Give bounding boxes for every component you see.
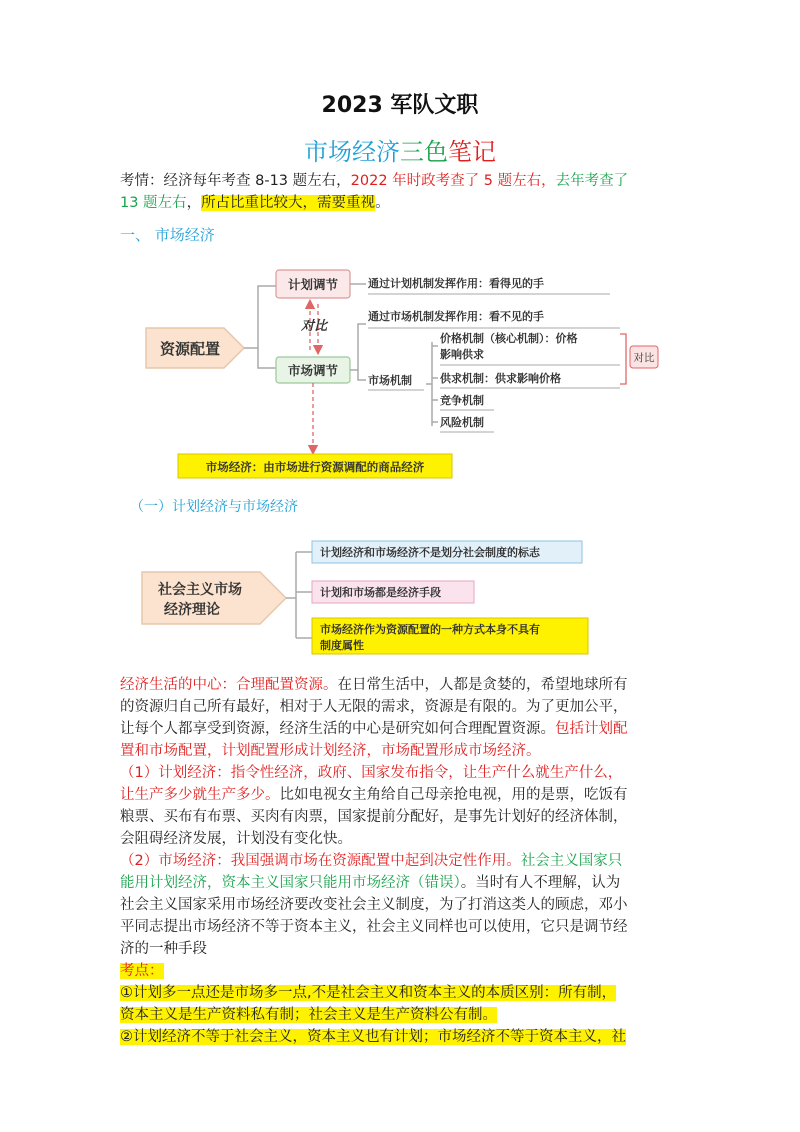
section-heading-1: 一、 市场经济 (120, 226, 215, 244)
intro-line-1 (120, 170, 690, 192)
diagram-socialist-market-theory (136, 538, 596, 656)
compete-mechanism: 竞争机制 (440, 394, 484, 407)
intro-green-text: 去年考查了 (555, 173, 629, 189)
para1-line-2: 的资源归自己所有最好，相对于人无限的需求，资源是有限的。为了更加公平， (120, 699, 628, 715)
para3-line-3: 社会主义国家采用市场经济要改变社会主义制度，为了打消这类人的顾虑，邓小 (120, 897, 628, 913)
kaodian-text-1: ①计划多一点还是市场多一点,不是社会主义和资本主义的本质区别：所有制， (120, 985, 617, 1001)
para1-line-1 (120, 674, 690, 696)
intro-line-2 (120, 192, 690, 214)
mechanism-bracket (426, 342, 438, 426)
para2-line-4: 会阻碍经济发展，计划没有变化快。 (120, 831, 352, 847)
page-subtitle (0, 132, 800, 167)
para1-text: 在日常生活中，人都是贪婪的，希望地球所有 (337, 677, 628, 693)
kaodian-text-2: 资本主义是生产资料私有制；社会主义是生产资料公有制。 (120, 1007, 497, 1023)
item3-label-2: 制度属性 (320, 639, 364, 652)
plan-label: 计划调节 (287, 277, 339, 292)
supply-mechanism: 供求机制：供求影响价格 (440, 372, 561, 385)
kaodian-line-1 (120, 982, 690, 1004)
root-label: 资源配置 (159, 340, 221, 358)
item2-label: 计划和市场都是经济手段 (320, 586, 441, 599)
para3-line-1 (120, 850, 690, 872)
intro-red-text: 2022 年时政考查了 5 题左右， (350, 173, 556, 189)
para3-text-2: 。当时有人不理解，认为 (460, 875, 621, 891)
subtitle-part1: 市场经济 (304, 138, 400, 166)
intro-comma: ， (186, 195, 202, 211)
risk-mechanism: 风险机制 (440, 416, 484, 429)
para1-text-3: 让每个人都享受到资源，经济生活的中心是研究如何合理配置资源。 (120, 721, 555, 737)
para3-line-4: 平同志提出市场经济不等于资本主义，社会主义同样也可以使用，它只是调节经 (120, 919, 628, 935)
subtitle-part2: 三色 (400, 138, 448, 166)
para2-text: 比如电视女主角给自己母亲抢电视，用的是票，吃饭有 (279, 787, 628, 803)
para3-line-5: 济的一种手段 (120, 941, 207, 957)
item3-label-1: 市场经济作为资源配置的一种方式本身不具有 (320, 623, 540, 636)
root2-label-1: 社会主义市场 (158, 582, 242, 598)
market-connector (350, 324, 366, 380)
intro-period: 。 (375, 195, 390, 211)
para1-line-4: 置和市场配置，计划配置形成计划经济，市场配置形成市场经济。 (120, 743, 541, 759)
diagram-resource-allocation (140, 262, 660, 484)
market-desc: 通过市场机制发挥作用：看不见的手 (368, 310, 544, 323)
para1-line-3 (120, 718, 690, 740)
para2-line-2 (120, 784, 690, 806)
price-mechanism-1: 价格机制（核心机制）：价格 (440, 332, 578, 345)
plan-desc: 通过计划机制发挥作用：看得见的手 (368, 277, 544, 290)
para2-line-1: （1）计划经济：指令性经济，政府、国家发布指令，让生产什么就生产什么， (120, 765, 623, 781)
para3-red-text: （2）市场经济：我国强调市场在资源配置中起到决定性作用。 (120, 853, 521, 869)
kaodian-line-3 (120, 1026, 690, 1048)
para3-green-text-2: 能用计划经济，资本主义国家只能用市场经济（错误） (120, 875, 461, 891)
intro-highlight: 所占比重比较大，需要重视 (201, 195, 376, 211)
para2-line-3: 粮票、买布有布票、买肉有肉票，国家提前分配好，是事先计划好的经济体制， (120, 809, 628, 825)
root2-connector (286, 552, 312, 638)
page-title: 2023 军队文职 (321, 93, 479, 118)
para3-line-2 (120, 872, 690, 894)
intro-text: 考情：经济每年考查 8-13 题左右， (120, 173, 351, 189)
subtitle-part3: 笔记 (448, 138, 496, 166)
kaodian-label: 考点： (120, 963, 164, 979)
intro-green-text-2: 13 题左右 (120, 195, 187, 211)
price-mechanism-2: 影响供求 (440, 348, 484, 361)
kaodian-label-line (120, 960, 690, 982)
root2-label-2: 经济理论 (164, 602, 220, 618)
section-heading-2: （一）计划经济与市场经济 (130, 499, 298, 515)
root-connector (244, 286, 276, 368)
item1-label: 计划经济和市场经济不是划分社会制度的标志 (320, 546, 540, 559)
para2-red-text: 让生产多少就生产多少。 (120, 787, 280, 803)
para3-green-text: 社会主义国家只 (520, 853, 623, 869)
mechanism-label: 市场机制 (368, 374, 412, 387)
market-label: 市场调节 (287, 363, 339, 378)
para1-red-text: 经济生活的中心：合理配置资源。 (120, 677, 338, 693)
kaodian-line-2 (120, 1004, 690, 1026)
para1-red-text-3: 包括计划配 (555, 721, 628, 737)
kaodian-text-3: ②计划经济不等于社会主义，资本主义也有计划；市场经济不等于资本主义，社 (120, 1029, 626, 1045)
contrast-bracket (620, 334, 626, 384)
definition-label: 市场经济：由市场进行资源调配的商品经济 (205, 460, 425, 474)
contrast-label: 对比 (300, 319, 328, 334)
contrast-box-label: 对比 (633, 352, 655, 364)
